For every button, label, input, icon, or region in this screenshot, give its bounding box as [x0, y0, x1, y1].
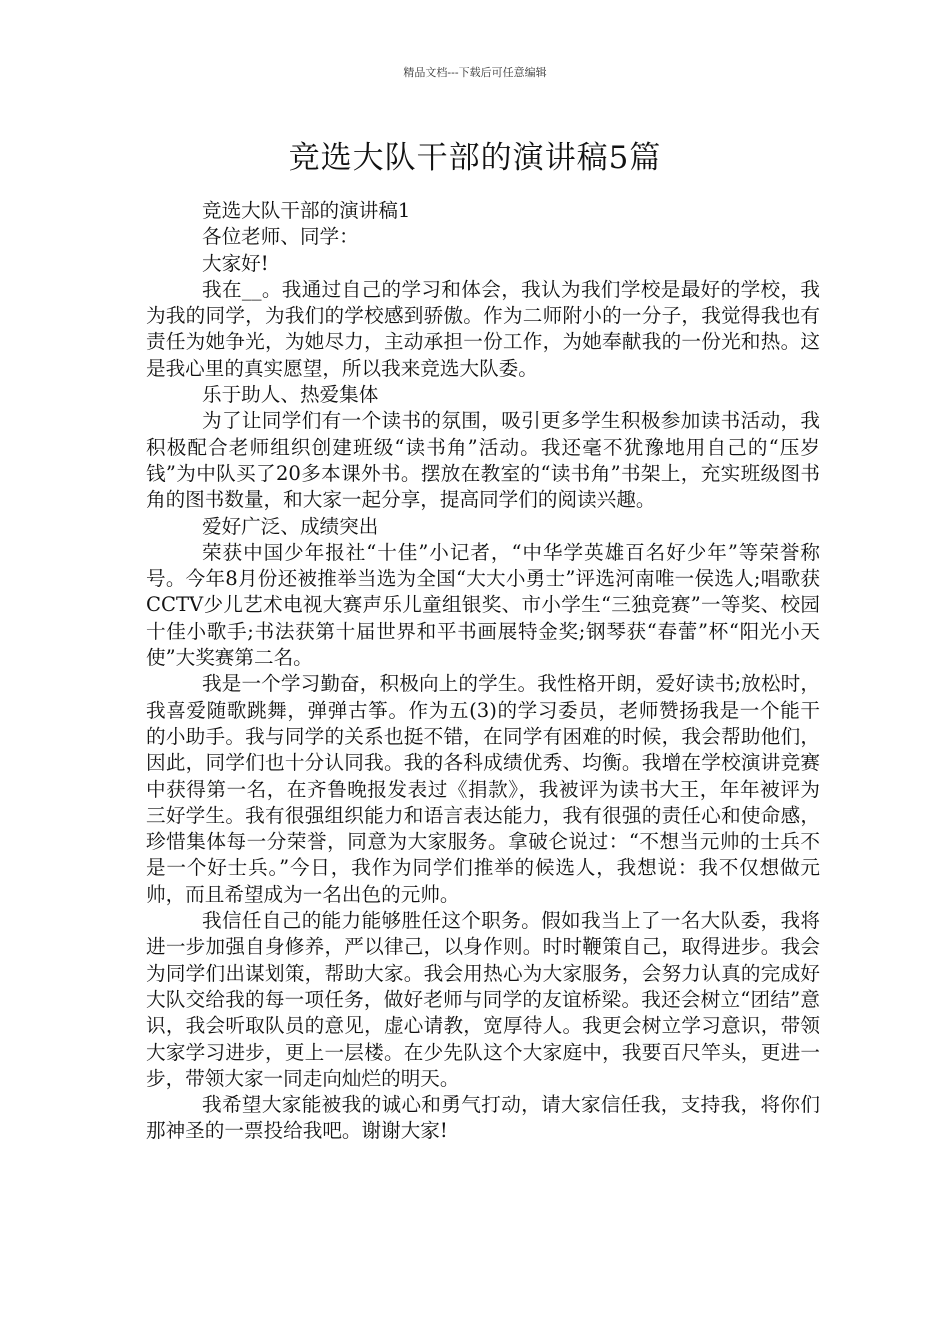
section-heading-helpful: 乐于助人、热爱集体: [202, 383, 379, 407]
greeting: 大家好!: [202, 251, 269, 275]
header-note: 精品文档---下载后可任意编辑: [403, 66, 547, 79]
salutation: 各位老师、同学：: [202, 225, 359, 249]
subtitle: 竞选大队干部的演讲稿1: [202, 199, 411, 222]
paragraph-intro: 我在__。我通过自己的学习和体会，我认为我们学校是最好的学校，我为我的同学，为我们的学校感到骄傲。作为二师附小的一分子，我觉得我也有责任为她争光，为她尽力，主动承担一份工作，为她奉献我的一份光和热。这是我心里的真实愿望，所以我来竞选大队委。: [146, 277, 820, 380]
paragraph-awards: 荣获中国少年报社“十佳”小记者，“中华学英雄百名好少年”等荣誉称号。今年8月份还被推举当选为全国“大大小勇士”评选河南唯一侯选人;唱歌获CCTV少儿艺术电视大赛声乐儿童组银奖、市小学生“三独竞赛”一等奖、校园十佳小歌手;书法获第十届世界和平书画展特金奖;钢琴获“春蕾”杯“阳光小天使”大奖赛第二名。: [146, 540, 820, 670]
document-body: [146, 198, 820, 1145]
paragraph-closing: 我希望大家能被我的诚心和勇气打动，请大家信任我，支持我，将你们那神圣的一票投给我吧。谢谢大家!: [146, 1093, 820, 1143]
section-heading-hobbies: 爱好广泛、成绩突出: [202, 514, 379, 538]
document-title: 竞选大队干部的演讲稿5篇: [288, 140, 662, 176]
paragraph-reading: 为了让同学们有一个读书的氛围，吸引更多学生积极参加读书活动，我积极配合老师组织创建班级“读书角”活动。我还毫不犹豫地用自己的“压岁钱”为中队买了20多本课外书。摆放在教室的“读书角”书架上，充实班级图书角的图书数量，和大家一起分享，提高同学们的阅读兴趣。: [146, 409, 820, 512]
paragraph-commitment: 我信任自己的能力能够胜任这个职务。假如我当上了一名大队委，我将进一步加强自身修养，严以律己，以身作则。时时鞭策自己，取得进步。我会为同学们出谋划策，帮助大家。我会用热心为大家服务，会努力认真的完成好大队交给我的每一项任务，做好老师与同学的友谊桥梁。我还会树立“团结”意识，我会听取队员的意见，虚心请教，宽厚待人。我更会树立学习意识，带领大家学习进步，更上一层楼。在少先队这个大家庭中，我要百尺竿头，更进一步，带领大家一同走向灿烂的明天。: [146, 909, 820, 1090]
paragraph-study: 我是一个学习勤奋，积极向上的学生。我性格开朗，爱好读书;放松时，我喜爱随歌跳舞，弹弹古筝。作为五(3)的学习委员，老师赞扬我是一个能干的小助手。我与同学的关系也挺不错，在同学有困难的时候，我会帮助他们，因此，同学们也十分认同我。我的各科成绩优秀、均衡。我增在学校演讲竞赛中获得第一名，在齐鲁晚报发表过《捐款》，我被评为读书大王，年年被评为三好学生。我有很强组织能力和语言表达能力，我有很强的责任心和使命感，珍惜集体每一分荣誉，同意为大家服务。拿破仑说过：“不想当元帅的士兵不是一个好士兵。”今日，我作为同学们推举的候选人，我想说：我不仅想做元帅，而且希望成为一名出色的元帅。: [146, 672, 820, 906]
